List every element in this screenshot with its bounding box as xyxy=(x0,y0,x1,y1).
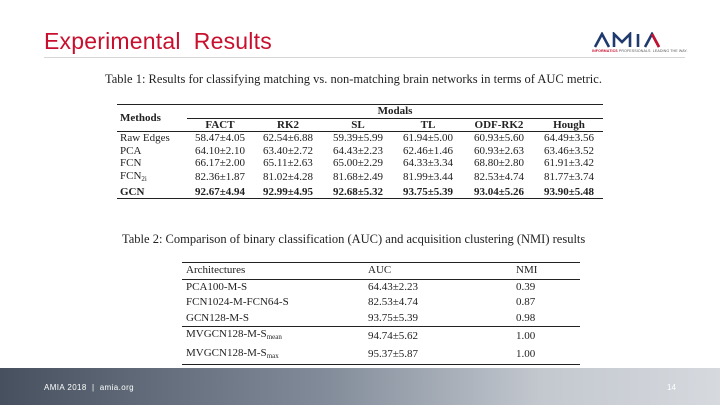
arch-name-text: MVGCN128-M-S xyxy=(186,328,267,340)
table1-caption: Table 1: Results for classifying matching vs. non-matching brain networks in terms of AUC metric. xyxy=(105,72,602,86)
table-row xyxy=(117,186,603,199)
arch-subscript: max xyxy=(266,351,279,360)
table-cell: 82.36±1.87 xyxy=(194,171,246,184)
arch-name: GCN128-M-S xyxy=(182,311,338,327)
col-header: Architectures xyxy=(182,263,338,280)
table-cell: 65.00±2.29 xyxy=(332,157,384,170)
nmi-value: 1.00 xyxy=(516,329,536,342)
table-cell: 93.04±5.26 xyxy=(463,186,535,199)
method-name: GCN xyxy=(117,186,187,199)
method-name: Raw Edges xyxy=(120,132,170,145)
table-cell: 58.47±4.05 xyxy=(194,132,246,145)
arch-name xyxy=(182,346,338,365)
table-cell: 93.90±5.48 xyxy=(535,186,603,199)
table-cell: 81.68±2.49 xyxy=(332,171,384,184)
nmi-value: 0.87 xyxy=(516,296,536,308)
table-cell: 68.80±2.80 xyxy=(473,157,525,170)
method-subscript: 2i xyxy=(141,174,147,183)
table-row xyxy=(182,346,580,365)
table-cell: 92.99±4.95 xyxy=(253,186,323,199)
col-header: FACT xyxy=(187,118,253,132)
table-cell: 93.75±5.39 xyxy=(393,186,463,199)
logo-tagline xyxy=(592,49,688,53)
amia-logo-mark xyxy=(592,32,680,48)
table-cell: 92.68±5.32 xyxy=(323,186,393,199)
table-cell: 64.33±3.34 xyxy=(402,157,454,170)
arch-name-text: MVGCN128-M-S xyxy=(186,346,267,359)
logo-tagline-rest: PROFESSIONALS. LEADING THE WAY. xyxy=(617,49,688,53)
table-cell: 62.46±1.46 xyxy=(402,144,454,157)
title-divider xyxy=(44,57,685,58)
table-row xyxy=(182,295,580,311)
table-cell: 59.39±5.99 xyxy=(332,132,384,145)
amia-logo xyxy=(592,32,688,58)
table-cell: 61.94±5.00 xyxy=(402,132,454,145)
logo-tagline-prefix: INFORMATICS xyxy=(592,49,618,53)
table-row xyxy=(117,170,603,186)
method-name-text: FCN xyxy=(120,169,142,182)
table-cell: 66.17±2.00 xyxy=(194,157,246,170)
nmi-value: 0.98 xyxy=(472,311,580,327)
table-cell: 61.91±3.42 xyxy=(543,157,595,170)
nmi-value: 0.39 xyxy=(516,280,536,293)
architecture-comparison-table xyxy=(182,262,580,365)
table-cell: 60.93±2.63 xyxy=(473,144,525,157)
table-row xyxy=(117,145,603,158)
table-cell: 81.02±4.28 xyxy=(262,171,314,184)
nmi-value: 1.00 xyxy=(472,346,580,365)
modals-header: Modals xyxy=(187,105,603,119)
col-header: SL xyxy=(323,118,393,132)
auc-value: 64.43±2.23 xyxy=(368,280,419,293)
footer-bar xyxy=(0,368,720,405)
auc-value: 95.37±5.87 xyxy=(338,346,472,365)
table-cell: 81.99±3.44 xyxy=(402,171,454,184)
col-header: AUC xyxy=(338,263,472,280)
auc-value: 93.75±5.39 xyxy=(338,311,472,327)
arch-name: PCA100-M-S xyxy=(186,280,248,293)
table-cell: 63.40±2.72 xyxy=(262,144,314,157)
table-row xyxy=(117,132,603,145)
method-name xyxy=(117,170,187,186)
page-number: 14 xyxy=(667,383,676,392)
table-cell: 81.77±3.74 xyxy=(543,171,595,184)
col-header: RK2 xyxy=(253,118,323,132)
table-cell: 64.49±3.56 xyxy=(543,132,595,145)
arch-name: FCN1024-M-FCN64-S xyxy=(186,296,289,308)
table-row xyxy=(182,311,580,327)
slide-title: Experimental Results xyxy=(44,28,272,54)
table-cell: 62.54±6.88 xyxy=(262,132,314,145)
table-row xyxy=(182,279,580,295)
table-row xyxy=(182,327,580,346)
table-row xyxy=(117,157,603,170)
table-cell: 65.11±2.63 xyxy=(263,157,313,170)
table-cell: 60.93±5.60 xyxy=(473,132,525,145)
arch-name xyxy=(182,327,338,346)
auc-value: 94.74±5.62 xyxy=(368,329,419,342)
method-name: FCN xyxy=(120,157,142,170)
col-header: NMI xyxy=(472,263,580,280)
methods-header: Methods xyxy=(117,105,187,132)
table2-caption: Table 2: Comparison of binary classification (AUC) and acquisition clustering (NMI) results xyxy=(122,232,586,246)
col-header: TL xyxy=(393,118,463,132)
footer-text: AMIA 2018 | amia.org xyxy=(44,383,135,392)
table-cell: 64.10±2.10 xyxy=(194,144,246,157)
table-cell: 92.67±4.94 xyxy=(187,186,253,199)
arch-subscript: mean xyxy=(266,333,282,341)
col-header: ODF-RK2 xyxy=(463,118,535,132)
table-cell: 64.43±2.23 xyxy=(332,144,384,157)
auc-value: 82.53±4.74 xyxy=(368,296,419,308)
col-header: Hough xyxy=(535,118,603,132)
table-cell: 82.53±4.74 xyxy=(473,171,525,184)
method-name: PCA xyxy=(120,144,142,157)
auc-results-table xyxy=(117,104,603,199)
table-cell: 63.46±3.52 xyxy=(543,144,595,157)
